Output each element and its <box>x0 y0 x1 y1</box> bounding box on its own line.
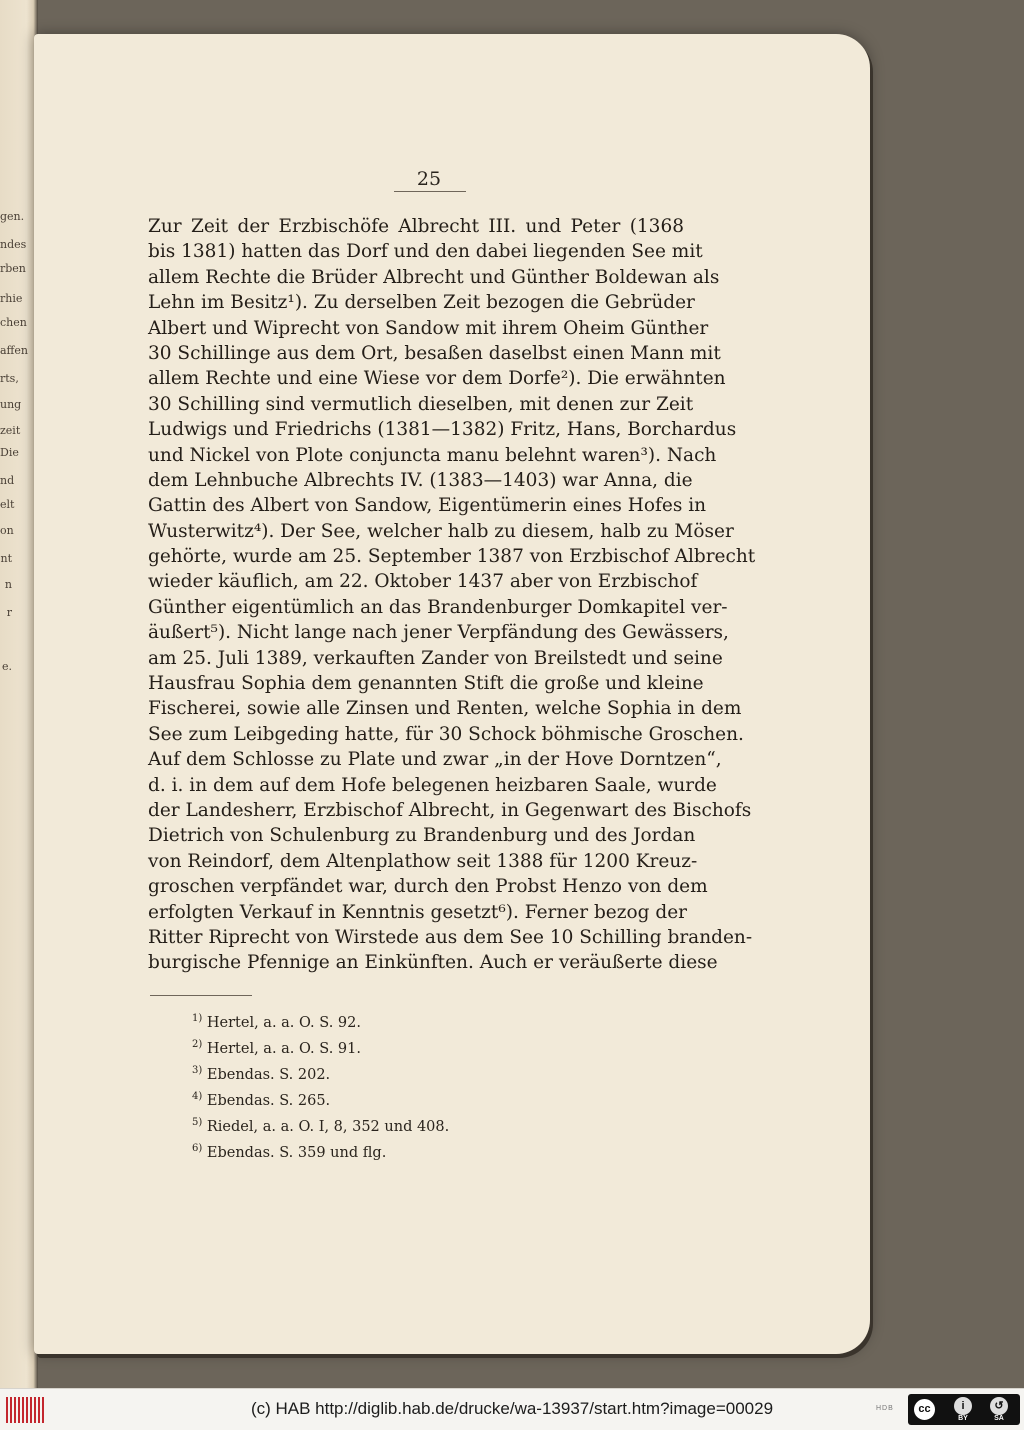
text-line: allem Rechte und eine Wiese vor dem Dorfe²). Die erwähnten <box>148 368 726 390</box>
footnote-mark: 6) <box>192 1143 203 1155</box>
text-line: Günther eigentümlich an das Brandenburger Domkapitel ver- <box>148 596 728 618</box>
footnote-mark: 5) <box>192 1117 203 1129</box>
footnote-text: Hertel, a. a. O. S. 91. <box>206 1040 361 1057</box>
text-line: von Reindorf, dem Altenplathow seit 1388 für 1200 Kreuz- <box>148 850 698 872</box>
footnote-rule <box>150 995 252 996</box>
text-line: am 25. Juli 1389, verkauften Zander von Breilstedt und seine <box>148 647 723 669</box>
sa-label: SA <box>994 1415 1004 1422</box>
hdb-badge: HDB <box>876 1405 894 1412</box>
facing-page-fragment: r <box>6 606 12 619</box>
footnotes <box>192 1008 612 1164</box>
text-line: 30 Schillinge aus dem Ort, besaßen daselbst einen Mann mit <box>148 342 721 364</box>
text-line: äußert⁵). Nicht lange nach jener Verpfändung des Gewässers, <box>148 622 729 644</box>
page-number-rule <box>394 191 466 192</box>
viewer-footer <box>0 1388 1024 1430</box>
footnote-text: Ebendas. S. 202. <box>206 1066 331 1083</box>
by-label: BY <box>958 1415 968 1422</box>
text-line: Wusterwitz⁴). Der See, welcher halb zu diesem, halb zu Möser <box>148 520 734 542</box>
text-line: Ludwigs und Friedrichs (1381—1382) Fritz, Hans, Borchardus <box>148 419 737 441</box>
facing-page-fragment: nd <box>0 474 15 487</box>
facing-page-fragment: ndes <box>0 238 27 251</box>
text-line: allem Rechte die Brüder Albrecht und Günther Boldewan als <box>148 266 720 288</box>
facing-page-fragment: nt <box>0 552 12 565</box>
facing-page-fragment: on <box>0 524 14 537</box>
footnote <box>192 1086 612 1112</box>
text-line: gehörte, wurde am 25. September 1387 von Erzbischof Albrecht <box>148 546 756 568</box>
footnote-mark: 3) <box>192 1065 203 1077</box>
text-line: Dietrich von Schulenburg zu Brandenburg und des Jordan <box>148 825 696 847</box>
facing-page-fragment: Die <box>0 446 19 459</box>
facing-page-fragment: elt <box>0 498 15 511</box>
facing-page-fragment: e. <box>1 660 12 673</box>
footnote-mark: 2) <box>192 1039 203 1051</box>
footnote-text: Hertel, a. a. O. S. 92. <box>206 1014 361 1031</box>
footnote <box>192 1138 612 1164</box>
footnote <box>192 1112 612 1138</box>
facing-page-fragment: rhie <box>0 292 23 305</box>
facing-page-fragment: affen <box>0 344 28 357</box>
footnote <box>192 1034 612 1060</box>
text-line: Fischerei, sowie alle Zinsen und Renten, welche Sophia in dem <box>148 698 742 720</box>
cc-icon: cc <box>912 1397 937 1422</box>
page-number: 25 <box>416 168 442 190</box>
footnote-text: Ebendas. S. 359 und flg. <box>206 1144 387 1161</box>
facing-page-fragment: ung <box>0 398 22 411</box>
text-line: 30 Schilling sind vermutlich dieselben, mit denen zur Zeit <box>148 393 694 415</box>
text-line: Albert und Wiprecht von Sandow mit ihrem Oheim Günther <box>148 317 709 339</box>
footnote <box>192 1008 612 1034</box>
facing-page-fragment: n <box>4 578 12 591</box>
facing-page-text <box>0 0 38 1388</box>
text-line: dem Lehnbuche Albrechts IV. (1383—1403) war Anna, die <box>148 469 693 491</box>
footnote-mark: 4) <box>192 1091 203 1103</box>
text-line: und Nickel von Plote conjuncta manu belehnt waren³). Nach <box>148 444 717 466</box>
attribution-icon: i <box>954 1397 972 1415</box>
text-line: Lehn im Besitz¹). Zu derselben Zeit bezogen die Gebrüder <box>148 292 695 314</box>
text-line: Auf dem Schlosse zu Plate und zwar „in der Hove Dorntzen“, <box>148 749 722 771</box>
text-line: Hausfrau Sophia dem genannten Stift die große und kleine <box>148 673 704 695</box>
footnote-text: Ebendas. S. 265. <box>206 1092 331 1109</box>
text-line: Zur Zeit der Erzbischöfe Albrecht III. und Peter (1368 <box>148 216 684 237</box>
cc-license-badge[interactable] <box>908 1394 1020 1425</box>
facing-page-fragment: rben <box>0 262 26 275</box>
text-line: bis 1381) hatten das Dorf und den dabei liegenden See mit <box>148 241 703 263</box>
share-alike-icon: ↺ <box>990 1397 1008 1415</box>
text-line: See zum Leibgeding hatte, für 30 Schock böhmische Groschen. <box>148 723 744 745</box>
text-line: erfolgten Verkauf in Kenntnis gesetzt⁶). Ferner bezog der <box>148 901 687 923</box>
text-line: burgische Pfennige an Einkünften. Auch er veräußerte diese <box>148 952 718 974</box>
facing-page-fragment: chen <box>0 316 27 329</box>
facing-page-fragment: gen. <box>0 210 25 223</box>
text-line: Ritter Riprecht von Wirstede aus dem See 10 Schilling branden- <box>148 926 753 948</box>
facing-page-fragment: rts, <box>0 372 19 385</box>
footnote-text: Riedel, a. a. O. I, 8, 352 und 408. <box>206 1118 450 1135</box>
text-line: d. i. in dem auf dem Hofe belegenen heizbaren Saale, wurde <box>148 774 717 796</box>
facing-page-fragment: zeit <box>0 424 21 437</box>
copyright-link[interactable]: (c) HAB http://diglib.hab.de/drucke/wa-13937/start.htm?image=00029 <box>250 1399 774 1418</box>
body-text <box>148 214 756 976</box>
text-line: groschen verpfändet war, durch den Probst Henzo von dem <box>148 876 708 898</box>
text-line: Gattin des Albert von Sandow, Eigentümerin eines Hofes in <box>148 495 707 517</box>
text-line: wieder käuflich, am 22. Oktober 1437 aber von Erzbischof <box>148 571 698 593</box>
text-line: der Landesherr, Erzbischof Albrecht, in Gegenwart des Bischofs <box>148 799 752 821</box>
footnote <box>192 1060 612 1086</box>
footnote-mark: 1) <box>192 1013 203 1024</box>
